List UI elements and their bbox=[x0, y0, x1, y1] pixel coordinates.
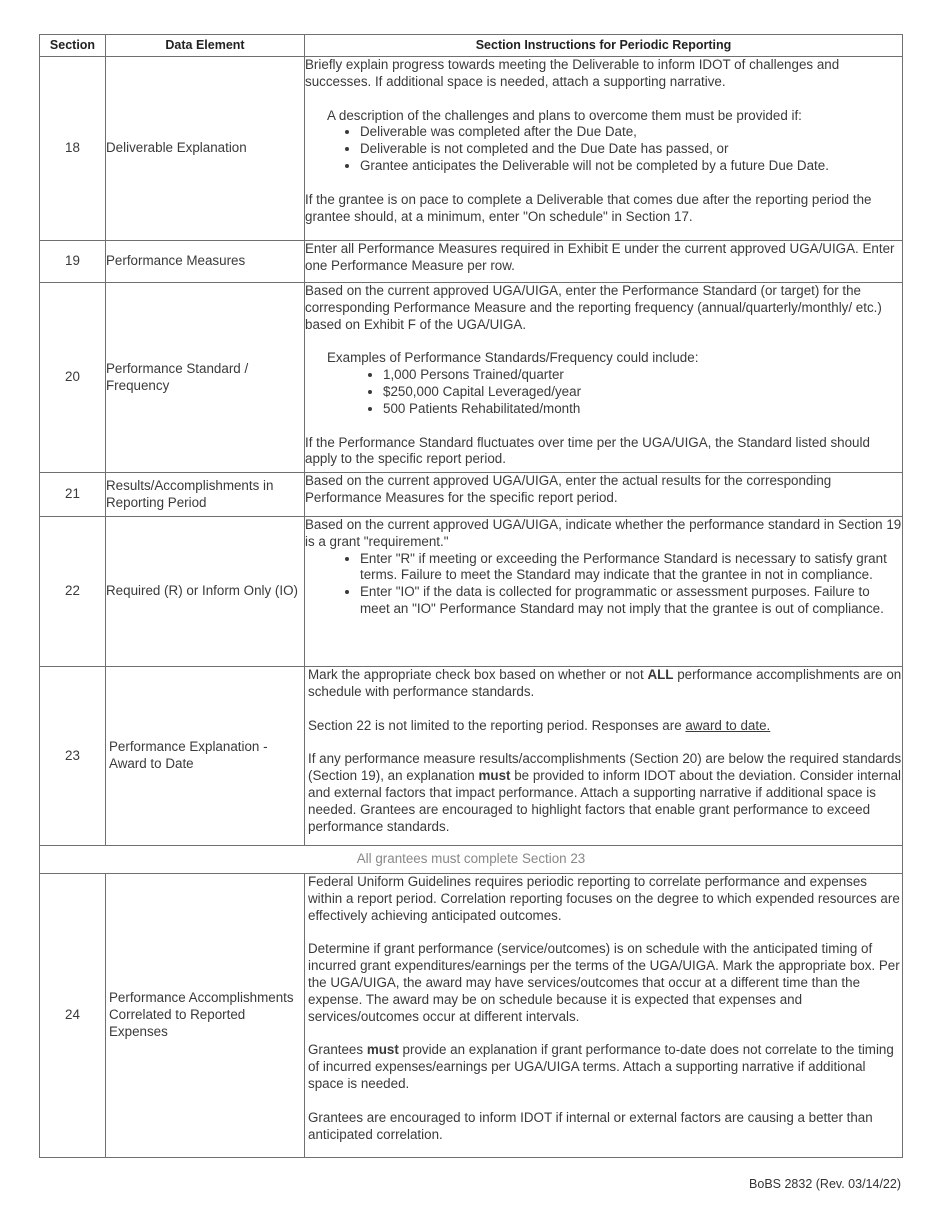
instructions-cell bbox=[305, 283, 903, 473]
note-row bbox=[40, 846, 903, 874]
paragraph: If the Performance Standard fluctuates over time per the UGA/UIGA, the Standard listed should apply to the specific report period. bbox=[305, 434, 870, 467]
instructions-table bbox=[39, 34, 903, 1158]
instructions-cell bbox=[305, 517, 903, 667]
data-element: Deliverable Explanation bbox=[106, 57, 305, 241]
header-data-element: Data Element bbox=[106, 35, 305, 57]
data-element: Required (R) or Inform Only (IO) bbox=[106, 517, 305, 667]
paragraph: Examples of Performance Standards/Frequency could include: bbox=[327, 350, 699, 366]
bold-text: ALL bbox=[647, 667, 674, 682]
section-number: 24 bbox=[40, 874, 106, 1158]
paragraph: If the grantee is on pace to complete a Deliverable that comes due after the reporting period the grantee should, at a minimum, enter "On schedule" in Section 17. bbox=[305, 191, 872, 224]
section-number: 19 bbox=[40, 241, 106, 283]
bullet-list bbox=[305, 124, 902, 174]
data-element: Performance Measures bbox=[106, 241, 305, 283]
text: Section 22 is not limited to the reporting period. Responses are bbox=[308, 717, 686, 733]
paragraph: Determine if grant performance (service/outcomes) is on schedule with the anticipated timing of incurred grant expenditures/earnings per the terms of the UGA/UIGA. Mark the appropriate box. Per the UGA/UIGA, the award may have services/outcomes that occur at a different time than the expense. The award may be on schedule because it is expected that expenses and services/outcomes occur at different intervals. bbox=[308, 941, 900, 1024]
paragraph bbox=[308, 718, 902, 735]
section-23-note: All grantees must complete Section 23 bbox=[40, 846, 903, 874]
section-number: 18 bbox=[40, 57, 106, 241]
form-number-footer: BoBS 2832 (Rev. 03/14/22) bbox=[749, 1177, 901, 1191]
text: Grantees bbox=[308, 1042, 367, 1058]
paragraph: Briefly explain progress towards meeting the Deliverable to inform IDOT of challenges and successes. If additional space is needed, attach a supporting narrative. bbox=[305, 57, 840, 89]
instructions-cell bbox=[305, 241, 903, 283]
data-element: Performance Standard / Frequency bbox=[106, 283, 305, 473]
header-instructions: Section Instructions for Periodic Reporting bbox=[305, 35, 903, 57]
section-number: 22 bbox=[40, 517, 106, 667]
data-element: Performance Accomplishments Correlated to Reported Expenses bbox=[106, 874, 305, 1158]
data-element: Performance Explanation - Award to Date bbox=[106, 667, 305, 846]
paragraph: A description of the challenges and plans to overcome them must be provided if: bbox=[327, 107, 802, 123]
data-element: Results/Accomplishments in Reporting Period bbox=[106, 473, 305, 517]
instructions-cell bbox=[305, 874, 903, 1158]
paragraph bbox=[308, 1042, 902, 1092]
list-item: • Deliverable was completed after the Due Date, bbox=[360, 124, 902, 141]
paragraph: Enter all Performance Measures required in Exhibit E under the current approved UGA/UIGA. Enter one Performance Measure per row. bbox=[305, 241, 895, 273]
bold-text: must bbox=[366, 1042, 399, 1058]
instructions-cell bbox=[305, 667, 903, 846]
paragraph: Based on the current approved UGA/UIGA, indicate whether the performance standard in Section 19 is a grant "requirement." bbox=[305, 517, 902, 549]
text: Mark the appropriate check box based on whether or not bbox=[308, 667, 648, 682]
list-item: • 1,000 Persons Trained/quarter bbox=[383, 367, 902, 384]
list-item: • Deliverable is not completed and the Due Date has passed, or bbox=[360, 141, 902, 158]
text: provide an explanation if grant performance to-date does not correlate to the timing of incurred expenses/earnings per UGA/UIGA terms. Attach a supporting narrative if additional space is needed. bbox=[308, 1042, 894, 1091]
header-section: Section bbox=[40, 35, 106, 57]
text: be provided to inform IDOT about the deviation. Consider internal and external factors that impact performance. Attach a supporting narrative if additional space is needed. Grantees are encouraged to highlight factors that enable grant performance to exceed performance standards. bbox=[308, 768, 902, 834]
table-row-21 bbox=[40, 473, 903, 517]
table-row-19 bbox=[40, 241, 903, 283]
section-number: 21 bbox=[40, 473, 106, 517]
paragraph: Based on the current approved UGA/UIGA, enter the Performance Standard (or target) for the corresponding Performance Measure and the reporting frequency (annual/quarterly/monthly/ etc.) based on Exhibit F of the UGA/UIGA. bbox=[305, 283, 882, 332]
instructions-cell bbox=[305, 473, 903, 517]
paragraph bbox=[308, 667, 902, 701]
text: If any performance measure results/accomplishments (Section 20) are below the required standards (Section 19), an explanation bbox=[308, 751, 902, 784]
list-item: • $250,000 Capital Leveraged/year bbox=[383, 384, 902, 401]
paragraph bbox=[308, 751, 902, 835]
list-item: • 500 Patients Rehabilitated/month bbox=[383, 401, 902, 418]
text: performance accomplishments are on schedule with performance standards. bbox=[308, 667, 902, 699]
bullet-list bbox=[305, 551, 902, 618]
list-item: • Enter "R" if meeting or exceeding the Performance Standard is necessary to satisfy grant terms. Failure to meet the Standard may indicate that the grantee in not in compliance. bbox=[360, 551, 902, 585]
underlined-text: award to date. bbox=[685, 717, 771, 733]
bold-text: must bbox=[478, 768, 511, 784]
section-number: 23 bbox=[40, 667, 106, 846]
table-row-23 bbox=[40, 667, 903, 846]
paragraph: Grantees are encouraged to inform IDOT if internal or external factors are causing a better than anticipated correlation. bbox=[308, 1109, 873, 1142]
table-row-18 bbox=[40, 57, 903, 241]
list-item: • Enter "IO" if the data is collected for programmatic or assessment purposes. Failure to meet an "IO" Performance Standard may not imply that the grantee is out of compliance. bbox=[360, 584, 902, 618]
table-row-20 bbox=[40, 283, 903, 473]
instructions-cell bbox=[305, 57, 903, 241]
table-row-24 bbox=[40, 874, 903, 1158]
section-number: 20 bbox=[40, 283, 106, 473]
table-row-22 bbox=[40, 517, 903, 667]
bullet-list bbox=[305, 367, 902, 417]
paragraph: Based on the current approved UGA/UIGA, enter the actual results for the corresponding Performance Measures for the specific report period. bbox=[305, 473, 832, 505]
header-row bbox=[40, 35, 903, 57]
list-item: • Grantee anticipates the Deliverable will not be completed by a future Due Date. bbox=[360, 158, 902, 175]
paragraph: Federal Uniform Guidelines requires periodic reporting to correlate performance and expenses within a report period. Correlation reporting focuses on the degree to which expended resources are effectively achieving anticipated outcomes. bbox=[308, 874, 900, 923]
